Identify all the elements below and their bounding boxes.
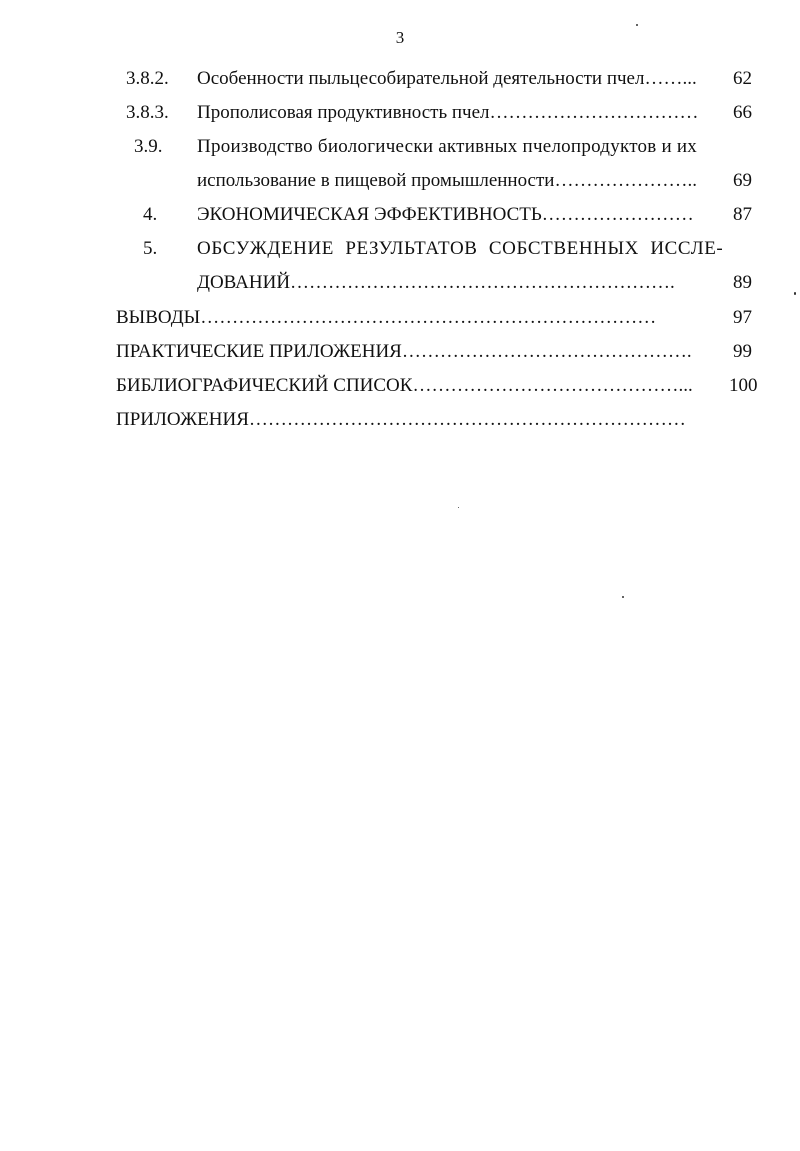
toc-entry-practical bbox=[0, 339, 800, 365]
toc-entry-3-9-cont bbox=[0, 168, 800, 194]
toc-title-cont: использование в пищевой промышленности………………….. bbox=[197, 170, 697, 191]
toc-title: ПРАКТИЧЕСКИЕ ПРИЛОЖЕНИЯ………………………………………. bbox=[116, 341, 692, 362]
toc-entry-3-8-2 bbox=[0, 66, 800, 92]
toc-entry-appendices bbox=[0, 407, 800, 433]
toc-number: 3.8.3. bbox=[126, 102, 169, 123]
toc-title: Производство биологически активных пчелопродуктов и их bbox=[197, 136, 698, 157]
toc-entry-conclusions bbox=[0, 305, 800, 331]
toc-page: 100 bbox=[729, 375, 758, 396]
page-number: 3 bbox=[395, 28, 405, 47]
toc-title: Прополисовая продуктивность пчел…………………………… bbox=[197, 102, 699, 123]
toc-page: 87 bbox=[733, 204, 752, 225]
toc-title: ЭКОНОМИЧЕСКАЯ ЭФФЕКТИВНОСТЬ…………………… bbox=[197, 204, 694, 225]
toc-page: 62 bbox=[733, 68, 752, 89]
toc-number: 3.9. bbox=[134, 136, 163, 157]
scan-speck bbox=[636, 24, 638, 26]
toc-title: БИБЛИОГРАФИЧЕСКИЙ СПИСОК……………………………………... bbox=[116, 375, 693, 396]
toc-page: 69 bbox=[733, 170, 752, 191]
toc-title-cont: ДОВАНИЙ……………………………………………………. bbox=[197, 272, 675, 293]
scan-speck bbox=[622, 596, 624, 598]
toc-entry-3-9 bbox=[0, 134, 800, 160]
toc-number: 4. bbox=[143, 204, 158, 225]
toc-entry-5 bbox=[0, 236, 800, 262]
toc-title: ПРИЛОЖЕНИЯ…………………………………………………………… bbox=[116, 409, 686, 430]
toc-page: 89 bbox=[733, 272, 752, 293]
toc-page: 66 bbox=[733, 102, 752, 123]
scan-speck bbox=[794, 292, 796, 295]
toc-entry-5-cont bbox=[0, 270, 800, 296]
toc-title: ВЫВОДЫ……………………………………………………………… bbox=[116, 307, 657, 328]
toc-page: 99 bbox=[733, 341, 752, 362]
scan-speck bbox=[458, 507, 459, 508]
toc-title: ОБСУЖДЕНИЕ РЕЗУЛЬТАТОВ СОБСТВЕННЫХ ИССЛЕ- bbox=[197, 238, 724, 259]
toc-page: 97 bbox=[733, 307, 752, 328]
toc-entry-4 bbox=[0, 202, 800, 228]
toc-number: 5. bbox=[143, 238, 158, 259]
toc-title: Особенности пыльцесобирательной деятельности пчел……... bbox=[197, 68, 697, 89]
toc-entry-bibliography bbox=[0, 373, 800, 399]
toc-number: 3.8.2. bbox=[126, 68, 169, 89]
toc-entry-3-8-3 bbox=[0, 100, 800, 126]
